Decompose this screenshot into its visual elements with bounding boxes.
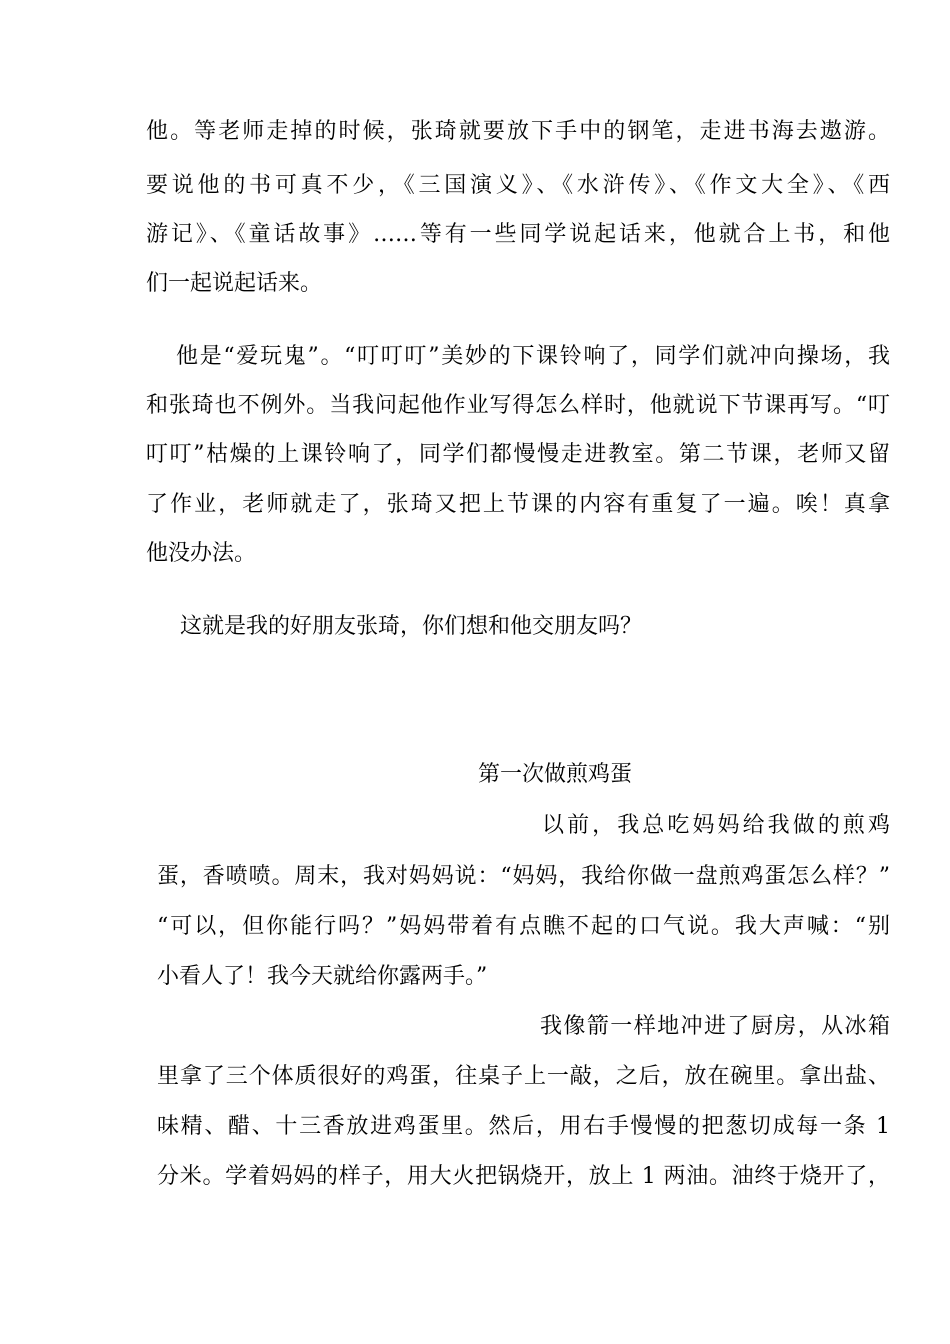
paragraph-line: 们一起说起话来。 [146, 271, 323, 296]
paragraph-line: “可以，但你能行吗？”妈妈带着有点瞧不起的口气说。我大声喊：“别 [157, 914, 890, 939]
paragraph-line: 要说他的书可真不少，《三国演义》、《水浒传》、《作文大全》、《西 [146, 173, 890, 198]
paragraph-line: 小看人了！我今天就给你露两手。” [157, 964, 488, 989]
paragraph-line: 蛋，香喷喷。周末，我对妈妈说：“妈妈，我给你做一盘煎鸡蛋怎么样？” [157, 864, 890, 889]
paragraph-line: 了作业，老师就走了，张琦又把上节课的内容有重复了一遍。唉！真拿 [146, 492, 890, 517]
paragraph-line: 游记》、《童话故事》……等有一些同学说起话来，他就合上书，和他 [146, 222, 890, 247]
paragraph-line: 他没办法。 [146, 541, 257, 566]
paragraph-line: 以前，我总吃妈妈给我做的煎鸡 [542, 813, 890, 838]
paragraph-line: 分米。学着妈妈的样子，用大火把锅烧开，放上 1 两油。油终于烧开了， [157, 1164, 890, 1189]
paragraph-line: 里拿了三个体质很好的鸡蛋，往桌子上一敲，之后，放在碗里。拿出盐、 [157, 1064, 890, 1089]
essay-title: 第一次做煎鸡蛋 [478, 762, 633, 787]
paragraph-line: 他。等老师走掉的时候，张琦就要放下手中的钢笔，走进书海去遨游。 [146, 119, 890, 144]
paragraph-line: 叮叮”枯燥的上课铃响了，同学们都慢慢走进教室。第二节课，老师又留 [146, 442, 890, 467]
paragraph-line: 和张琦也不例外。当我问起他作业写得怎么样时，他就说下节课再写。“叮 [146, 393, 890, 418]
paragraph-line: 味精、醋、十三香放进鸡蛋里。然后，用右手慢慢的把葱切成每一条 1 [157, 1114, 890, 1139]
paragraph-line: 我像箭一样地冲进了厨房，从冰箱 [540, 1014, 890, 1039]
paragraph-line: 他是“爱玩鬼”。“叮叮叮”美妙的下课铃响了，同学们就冲向操场，我 [176, 344, 890, 369]
paragraph-line: 这就是我的好朋友张琦，你们想和他交朋友吗？ [180, 614, 643, 639]
